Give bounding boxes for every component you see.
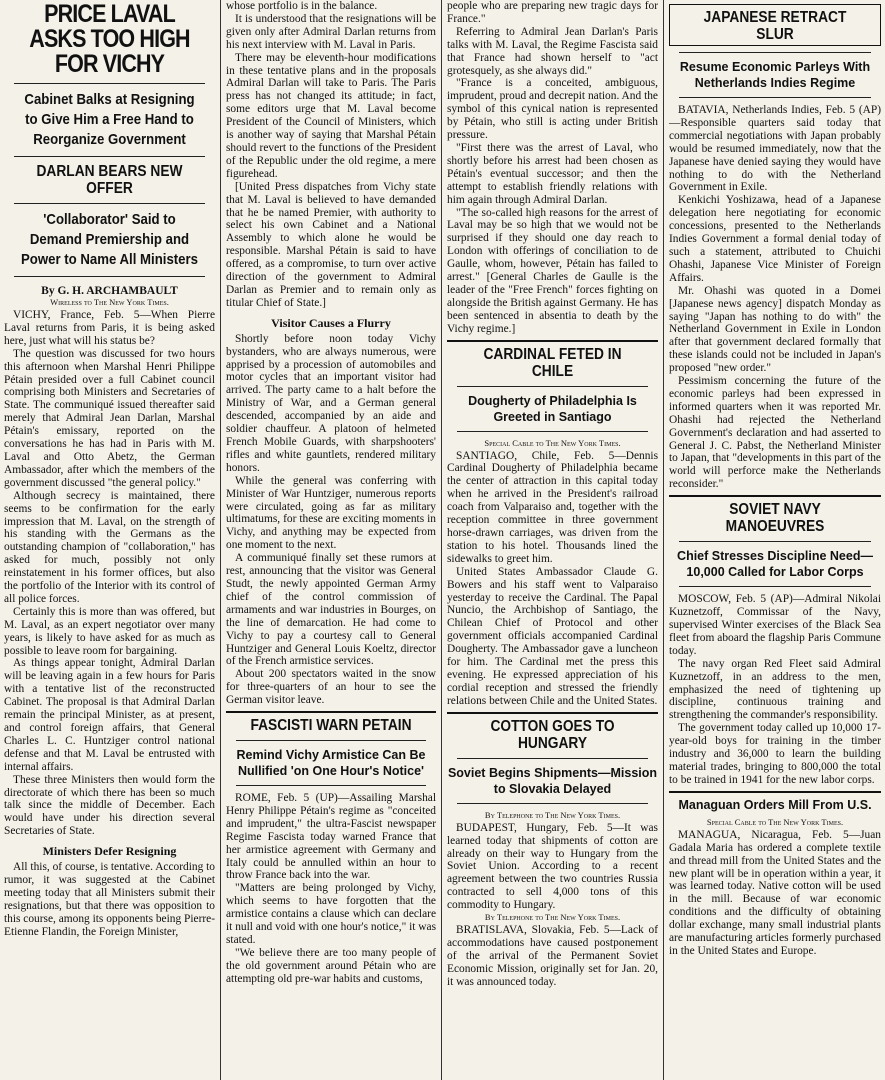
subhead: Visitor Causes a Flurry [271, 315, 391, 330]
divider [236, 740, 426, 741]
wire-credit: By Telephone to The New York Times. [484, 809, 621, 820]
column-rule [441, 0, 442, 1080]
column-3 [443, 0, 662, 1080]
paragraph: There may be eleventh-hour modifications in these tentative plans and in the proposals Admiral Darlan will take to Paris. The Paris press has not changed its attitude; in fact, some editors urge that M. Laval become President of the Council of Ministers, which is another way of saying that Marshal Pétain should revert to the functions of the President of the Republic under the old regime, a mere figurehead. [226, 51, 436, 180]
paragraph: whose portfolio is in the balance. [226, 0, 378, 12]
paragraph: About 200 spectators waited in the snow for three-quarters of an hour to see the German visitor leave. [226, 668, 436, 707]
paragraph: Pessimism concerning the future of the economic parleys had been expressed in informed quarters when it was reported Mr. Ohashi had rejected the Netherland Government's declaration and had asserted to General J. C. Pabst, the Netherland Minister to Japan, that "developments in this part of the world will perforce make the Netherlands reconsider." [669, 375, 881, 491]
column-4 [665, 0, 885, 1080]
headline-box [669, 4, 881, 46]
cardinal-headline: CARDINAL FETED IN CHILE [483, 345, 622, 380]
paragraph: The question was discussed for two hours this afternoon when Marshal Henri Philippe Pétain presided over a full Cabinet council comprising both Ministers and Secretaries of State. The communiqué issued thereafter said merely that Admiral Jean Darlan, Marshal Pétain's emissary, reported on the conversations he has had in Paris with M. Laval and Otto Abetz, the German Ambassador, after which the members of the government discussed "the general policy." [4, 347, 215, 489]
paragraph: The navy organ Red Fleet said Admiral Kuznetzoff, in an address to the men, emphasized the need of tightening up discipline, continuous training and strengthening the commander's responsibility. [669, 657, 881, 722]
column-rule [663, 0, 664, 1080]
paragraph: These three Ministers then would form the directorate of which there has been so much talk since the middle of December. Each would have under his direction several Secretaries of State. [4, 773, 215, 838]
divider [457, 803, 648, 804]
paragraph: people who are preparing new tragic days for France." [447, 0, 658, 25]
divider [447, 712, 658, 714]
column-1 [0, 0, 219, 1080]
paragraph: Although secrecy is maintained, there seems to be confirmation for the early impression that M. Laval, on the strength of his standing with the Germans as the outstanding champion of "collaboration," has asked for much, possibly not only reinstatement in his former offices, but also the portfolio of the Interior with its control of all police forces. [4, 489, 215, 605]
japanese-headline: JAPANESE RETRACT SLUR [703, 9, 847, 43]
subhead: Ministers Defer Resigning [42, 844, 177, 859]
paragraph: BRATISLAVA, Slovakia, Feb. 5—Lack of accommodations have caused postponement of the arrival of the Permanent Soviet Economic Mission, originally set for Jan. 20, it was announced today. [447, 924, 658, 988]
paragraph: ROME, Feb. 5 (UP)—Assailing Marshal Henry Philippe Pétain's regime as "conceited and imprudent," the ultra-Fascist newspaper Regime Fascista today warned France that her armistice agreement with Germany and Italy could be annulled within an hour to throw France back into the war. [226, 792, 436, 882]
paragraph: MANAGUA, Nicaragua, Feb. 5—Juan Gadala Maria has ordered a complete textile and thread mill from the United States and the new plant will be in operation within a year, it was learned today. Native cotton will be used in the mill. Because of war economic conditions and the difficulty of obtaining dollar exchange, many small industrial plants are manufacturing articles formerly purchased in the United States and Europe. [669, 828, 881, 957]
paragraph: BATAVIA, Netherlands Indies, Feb. 5 (AP)—Responsible quarters said today that commercial negotiations with Japan probably would be resumed immediately, now that the Japanese have denied saying they would have nothing to do with the Netherland Government in Exile. [669, 104, 881, 194]
cotton-deck: Soviet Begins Shipments—Mission to Slovakia Delayed [447, 765, 658, 796]
byline: By G. H. ARCHAMBAULT [41, 285, 178, 297]
paragraph: BUDAPEST, Hungary, Feb. 5—It was learned today that shipments of cotton are already on their way to Hungary from the Soviet Union. According to a recent agreement between the two countries Russia contracted to sell 4,000 tons of this commodity to Hungary. [447, 821, 658, 912]
cardinal-deck: Dougherty of Philadelphia Is Greeted in Santiago [468, 393, 637, 424]
soviet-headline: SOVIET NAVY MANOEUVRES [725, 501, 825, 536]
divider [457, 431, 648, 432]
main-deck: Cabinet Balks at Resigning to Give Him a Free Hand to Reorganize Government [24, 91, 195, 148]
wire-credit: Special Cable to The New York Times. [484, 437, 621, 448]
paragraph: A communiqué finally set these rumors at rest, announcing that the visitor was General Studt, the newly appointed German Army chief of the control commission of armaments and war industries in Bourges, on the line of demarcation. He had come to Vichy to pay a courtesy call to General Huntziger and General Louis Koeltz, director of the French armistice services. [226, 552, 436, 668]
divider [669, 791, 881, 793]
divider [679, 52, 871, 53]
main-headline: PRICE LAVAL ASKS TOO HIGH FOR VICHY [29, 0, 190, 78]
wire-credit: Wireless to The New York Times. [50, 297, 169, 307]
divider [457, 758, 648, 759]
second-headline: DARLAN BEARS NEW OFFER [36, 163, 183, 197]
paragraph: Mr. Ohashi was quoted in a Domei [Japanese news agency] dispatch Monday as saying "Japan has nothing to do with" the Netherland Government in Exile in London after that government declared formally that these islands could not be included in Japan's proposed "new order." [669, 284, 881, 375]
paragraph: Certainly this is more than was offered, but M. Laval, as an expert negotiator over many years, is likely to have asked for as much as possible to leave room for bargaining. [4, 605, 215, 657]
divider [679, 586, 871, 587]
paragraph: "First there was the arrest of Laval, who shortly before his arrest had been chosen as Pétain's eventual successor; and then the attempt to establish friendly relations with him again through Admiral Darlan. [447, 141, 658, 206]
divider [447, 340, 658, 342]
divider [14, 203, 205, 204]
paragraph: United States Ambassador Claude G. Bowers and his staff went to Valparaiso yesterday to receive the Cardinal. The Papal Nuncio, the Archbishop of Santiago, the Chilean Chief of Protocol and other government officials accompanied Cardinal Dougherty. The Ambassador gave a luncheon for him. The Cardinal met the press this evening. He expressed appreciation of his cordial reception and stressed the friendly relations between Chile and the United States. [447, 565, 658, 707]
paragraph: SANTIAGO, Chile, Feb. 5—Dennis Cardinal Dougherty of Philadelphia became the center of attraction in this capital today when he arrived in the President's railroad coach from Valparaiso and, together with the reception committee in three government horse-drawn carriages, was driven from the station to his hotel. Thousands lined the sidewalks to greet him. [447, 449, 658, 565]
fascisti-headline: FASCISTI WARN PETAIN [250, 717, 412, 735]
paragraph: "The so-called high reasons for the arrest of Laval may be so high that we would not be surprised if they should one day reach to London with offerings of conciliation to de Gaulle, whom, however, Pétain has failed to arrest." [General Charles de Gaulle is the leader of the "Free French" forces fighting on alongside the British against Germany. He has been sentenced in absentia to death by the Vichy regime.] [447, 206, 658, 335]
managua-headline: Managuan Orders Mill From U.S. [678, 797, 872, 812]
paragraph: "France is a conceited, ambiguous, imprudent, proud and decrepit nation. And the symbol of this cynical nation is represented by Pétain, who still is acting under British pressure. [447, 77, 658, 142]
fascisti-deck: Remind Vichy Armistice Can Be Nullified 'on One Hour's Notice' [236, 748, 426, 779]
paragraph: MOSCOW, Feb. 5 (AP)—Admiral Nikolai Kuznetzoff, Commissar of the Navy, supervised Winter exercises of the Black Sea fleet from aboard the flagship Paris Commune today. [669, 593, 881, 657]
paragraph: The government today called up 10,000 17-year-old boys for training in the timber industry and 36,000 to learn the building material trades, bringing to 800,000 the total to be trained in 1941 for the new labor corps. [669, 722, 881, 786]
wire-credit: Special Cable to The New York Times. [706, 816, 844, 827]
divider [679, 97, 871, 98]
divider [236, 785, 426, 786]
cotton-headline: COTTON GOES TO HUNGARY [490, 717, 615, 752]
divider [14, 156, 205, 157]
paragraph: Referring to Admiral Jean Darlan's Paris talks with M. Laval, the Regime Fascista said that France had shown herself to "act grotesquely, as she always did." [447, 25, 658, 77]
divider [669, 495, 881, 497]
divider [14, 276, 205, 277]
japanese-deck: Resume Economic Parleys With Netherlands Indies Regime [679, 60, 871, 90]
paragraph: All this, of course, is tentative. According to rumor, it was suggested at the Cabinet meeting today that all Ministers submit their resignations, but that there was opposition to this course, among its opponents being Pierre-Etienne Flandin, the Foreign Minister, [4, 861, 216, 938]
wire-credit: By Telephone to The New York Times. [484, 912, 621, 923]
divider [679, 541, 871, 542]
column-rule [220, 0, 221, 1080]
divider [226, 711, 436, 713]
second-deck: 'Collaborator' Said to Demand Premiership and Power to Name All Ministers [20, 211, 199, 268]
column-2 [222, 0, 440, 1080]
paragraph: "We believe there are too many people of the old government around Pétain who are attempting old pre-war habits and customs, [226, 946, 436, 985]
divider [14, 83, 205, 84]
paragraph: VICHY, France, Feb. 5—When Pierre Laval returns from Paris, it is being asked here, just what will his status be? [4, 309, 215, 347]
paragraph: As things appear tonight, Admiral Darlan will be leaving again in a few hours for Paris with a tentative list of the reconstructed Cabinet. The proposal is that Admiral Darlan remain the principal Minister, as at present, and control foreign affairs, that General Charles L. C. Huntziger control national defense and that M. Laval be entrusted with internal affairs. [4, 657, 215, 773]
paragraph: "Matters are being prolonged by Vichy, which seems to have forgotten that the armistice contains a clause which can declare it null and void with one hour's notice," it was stated. [226, 882, 436, 946]
paragraph: Shortly before noon today Vichy bystanders, who are always numerous, were apprised by a procession of automobiles and motor cycles that an important visitor had arrived. The party came to a halt before the Ministry of War, and a German general descended, accompanied by an aide and soldier chauffeur. A platoon of helmeted French Mobile Guards, with sharpshooters' rifles and white gauntlets, rendered military honors. [226, 332, 436, 474]
divider [457, 386, 648, 387]
soviet-deck: Chief Stresses Discipline Need—10,000 Called for Labor Corps [677, 549, 873, 580]
paragraph: It is understood that the resignations will be given only after Admiral Darlan returns from his next interview with M. Laval in Paris. [226, 12, 436, 51]
paragraph: While the general was conferring with Minister of War Huntziger, numerous reports were circulated, going as far as military ultimatums, for these are exciting moments in Vichy, and anything may be expected from one moment to the next. [226, 474, 436, 552]
paragraph: [United Press dispatches from Vichy state that M. Laval is believed to have demanded that he be named Premier, with authority to select his own Cabinet and a National Assembly to which alone he would be responsible. Marshal Pétain is said to have offered, as a compromise, to turn over active direction of the government to Admiral Darlan as Premier and to remain only as titular Chief of State.] [226, 180, 436, 309]
paragraph: Kenkichi Yoshizawa, head of a Japanese delegation here negotiating for economic concessions, presented to the Netherlands Indies Government a formal denial today of such a statement, attributed to Chuichi Ohashi, Japanese Vice Minister of Foreign Affairs. [669, 194, 881, 284]
